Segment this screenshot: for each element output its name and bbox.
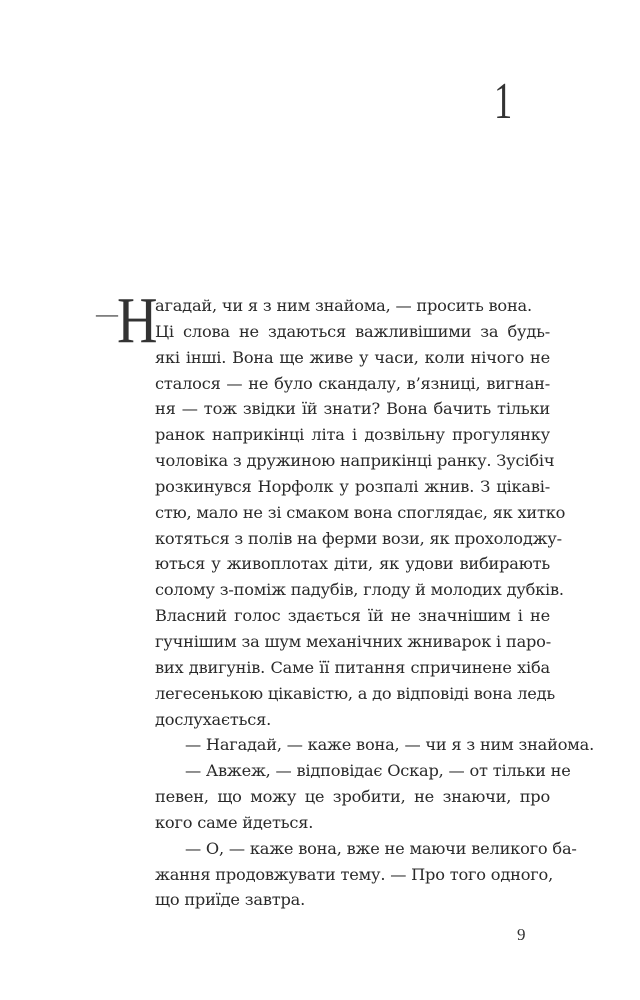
text-line: розкинувся Норфолк у розпалі жнив. З цікаві- xyxy=(155,476,550,496)
text-line: Ці слова не здаються важливішими за будь- xyxy=(155,321,550,341)
text-line: солому з-поміж падубів, глоду й молодих дубків. xyxy=(155,580,564,600)
drop-cap: Н xyxy=(117,284,158,357)
text-line: ранок наприкінці літа і дозвільну прогулянку xyxy=(155,425,550,445)
text-line: жання продовжувати тему. — Про того одного, xyxy=(155,864,554,884)
text-line: легесенькою цікавістю, а до відповіді вона ледь xyxy=(155,683,556,703)
text-line: котяться з полів на ферми вози, як прохолоджу- xyxy=(155,528,562,548)
text-line: дослухається. xyxy=(155,709,272,729)
text-line: певен, що можу це зробити, не знаючи, про xyxy=(155,787,550,807)
text-line: — Нагадай, — каже вона, — чи я з ним знайома. xyxy=(185,735,595,755)
opening-dash: — xyxy=(96,301,118,326)
text-line: чоловіка з дружиною наприкінці ранку. Зусібіч xyxy=(155,451,555,471)
text-line: гучнішим за шум механічних жниварок і паро- xyxy=(155,631,552,651)
body-text xyxy=(155,293,595,913)
text-line: які інші. Вона ще живе у часи, коли нічого не xyxy=(155,347,550,367)
text-line: — Авжеж, — відповідає Оскар, — от тільки не xyxy=(185,761,571,781)
page-number: 9 xyxy=(517,925,526,944)
text-line: — О, — каже вона, вже не маючи великого ба- xyxy=(185,838,577,858)
text-line: Власний голос здається їй не значнішим і не xyxy=(155,606,550,626)
text-line: агадай, чи я з ним знайома, — просить вона. xyxy=(155,296,532,315)
text-line: вих двигунів. Саме її питання спричинене хіба xyxy=(155,657,550,677)
text-line: ня — тож звідки їй знати? Вона бачить тільки xyxy=(155,399,550,419)
text-line: сталося — не було скандалу, в’язниці, вигнан- xyxy=(155,373,550,393)
text-line: ються у живоплотах діти, як удови вибирають xyxy=(155,554,550,574)
text-line: кого саме йдеться. xyxy=(155,812,314,832)
text-line: стю, мало не зі смаком вона споглядає, як хитко xyxy=(155,502,566,522)
text-line: що приїде завтра. xyxy=(155,890,306,910)
chapter-number: 1 xyxy=(494,73,513,130)
